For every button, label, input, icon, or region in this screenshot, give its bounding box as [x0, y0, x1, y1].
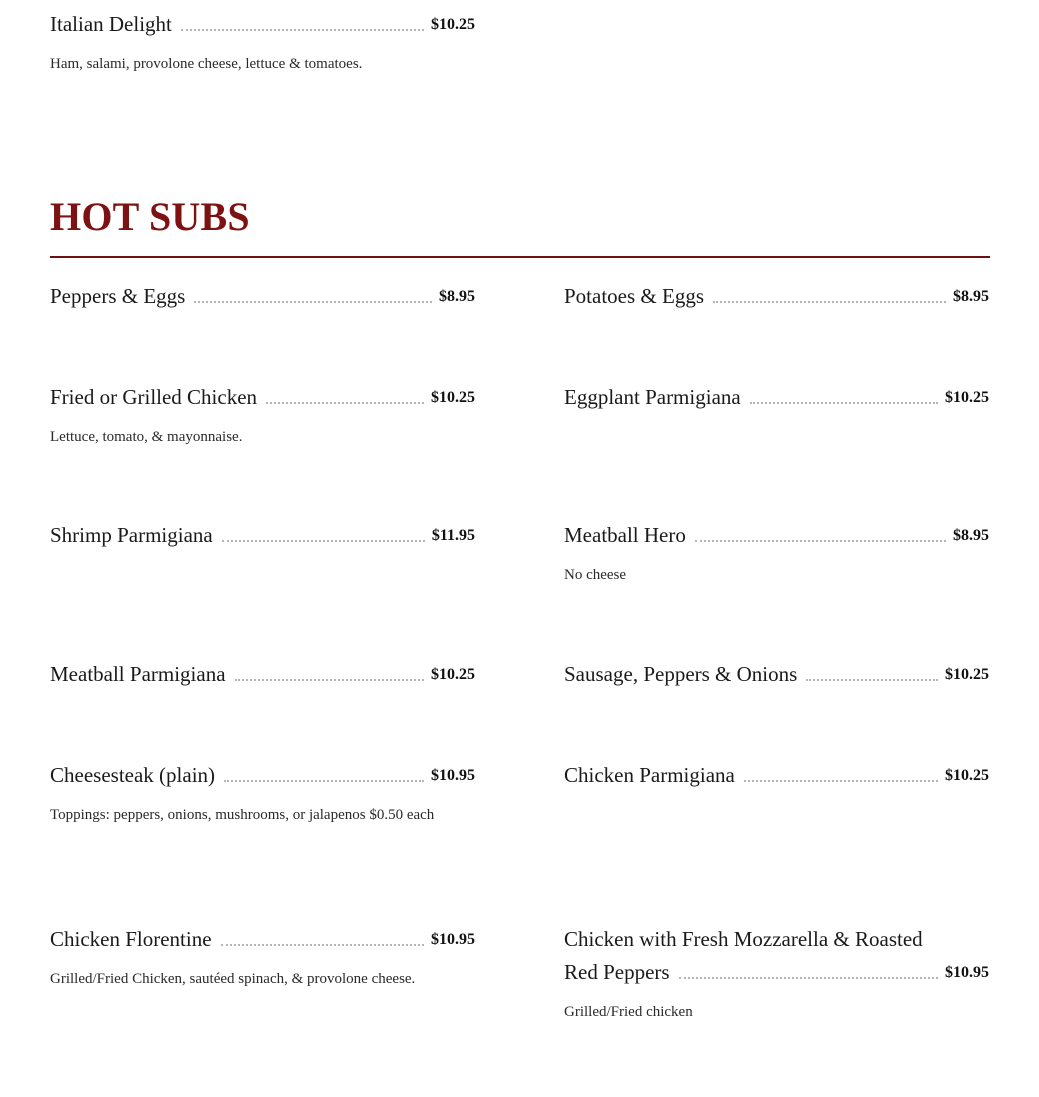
dot-leader — [224, 780, 424, 782]
menu-item-fried-grilled-chicken — [50, 381, 475, 414]
section-divider — [50, 256, 990, 258]
item-price: $10.25 — [431, 666, 475, 683]
item-price: $10.25 — [945, 389, 989, 406]
menu-item-peppers-eggs — [50, 280, 475, 313]
dot-leader — [713, 301, 946, 303]
menu-item-chicken-florentine — [50, 923, 475, 956]
item-name: Meatball Parmigiana — [50, 662, 226, 686]
item-price: $10.95 — [945, 964, 989, 981]
item-name: Chicken Parmigiana — [564, 763, 735, 787]
menu-item-potatoes-eggs — [564, 280, 989, 313]
menu-item-chicken-mozzarella — [564, 956, 989, 989]
item-price: $8.95 — [953, 288, 989, 305]
dot-leader — [806, 679, 938, 681]
item-price: $10.25 — [431, 16, 475, 33]
item-name: Eggplant Parmigiana — [564, 385, 741, 409]
section-title: HOT SUBS — [50, 194, 250, 239]
dot-leader — [695, 540, 946, 542]
dot-leader — [181, 29, 424, 31]
item-price: $10.25 — [945, 666, 989, 683]
menu-item-meatball-parmigiana — [50, 658, 475, 691]
dot-leader — [194, 301, 432, 303]
item-name: Peppers & Eggs — [50, 284, 186, 308]
item-price: $10.95 — [431, 931, 475, 948]
item-description: Ham, salami, provolone cheese, lettuce & tomatoes. — [50, 56, 363, 72]
item-price: $11.95 — [431, 527, 475, 544]
item-name: Potatoes & Eggs — [564, 284, 704, 308]
menu-item-cheesesteak — [50, 759, 475, 792]
dot-leader — [222, 540, 425, 542]
dot-leader — [221, 944, 424, 946]
item-price: $8.95 — [439, 288, 475, 305]
dot-leader — [750, 402, 938, 404]
dot-leader — [744, 780, 938, 782]
dot-leader — [235, 679, 424, 681]
menu-item-eggplant-parmigiana — [564, 381, 989, 414]
dot-leader — [266, 402, 424, 404]
item-description: Grilled/Fried chicken — [564, 1004, 693, 1020]
item-description: Toppings: peppers, onions, mushrooms, or jalapenos $0.50 each — [50, 807, 435, 823]
item-price: $10.25 — [431, 389, 475, 406]
menu-item-meatball-hero — [564, 519, 989, 552]
menu-item-chicken-parmigiana — [564, 759, 989, 792]
menu-item-italian-delight — [50, 8, 475, 41]
item-price: $10.95 — [431, 767, 475, 784]
item-description: Lettuce, tomato, & mayonnaise. — [50, 429, 243, 445]
dot-leader — [679, 977, 938, 979]
item-name: Italian Delight — [50, 12, 172, 36]
item-description: Grilled/Fried Chicken, sautéed spinach, & provolone cheese. — [50, 971, 416, 987]
item-name: Shrimp Parmigiana — [50, 523, 213, 547]
item-description: No cheese — [564, 567, 627, 583]
item-name-line-1: Chicken with Fresh Mozzarella & Roasted — [564, 927, 923, 951]
item-price: $8.95 — [953, 527, 989, 544]
item-name: Fried or Grilled Chicken — [50, 385, 258, 409]
item-name: Meatball Hero — [564, 523, 686, 547]
menu-item-shrimp-parmigiana — [50, 519, 475, 552]
item-name: Chicken Florentine — [50, 927, 212, 951]
item-name-line-2: Red Peppers — [564, 960, 670, 984]
menu-item-sausage-peppers-onions — [564, 658, 989, 691]
item-name: Cheesesteak (plain) — [50, 763, 216, 787]
item-name: Sausage, Peppers & Onions — [564, 662, 798, 686]
item-price: $10.25 — [945, 767, 989, 784]
